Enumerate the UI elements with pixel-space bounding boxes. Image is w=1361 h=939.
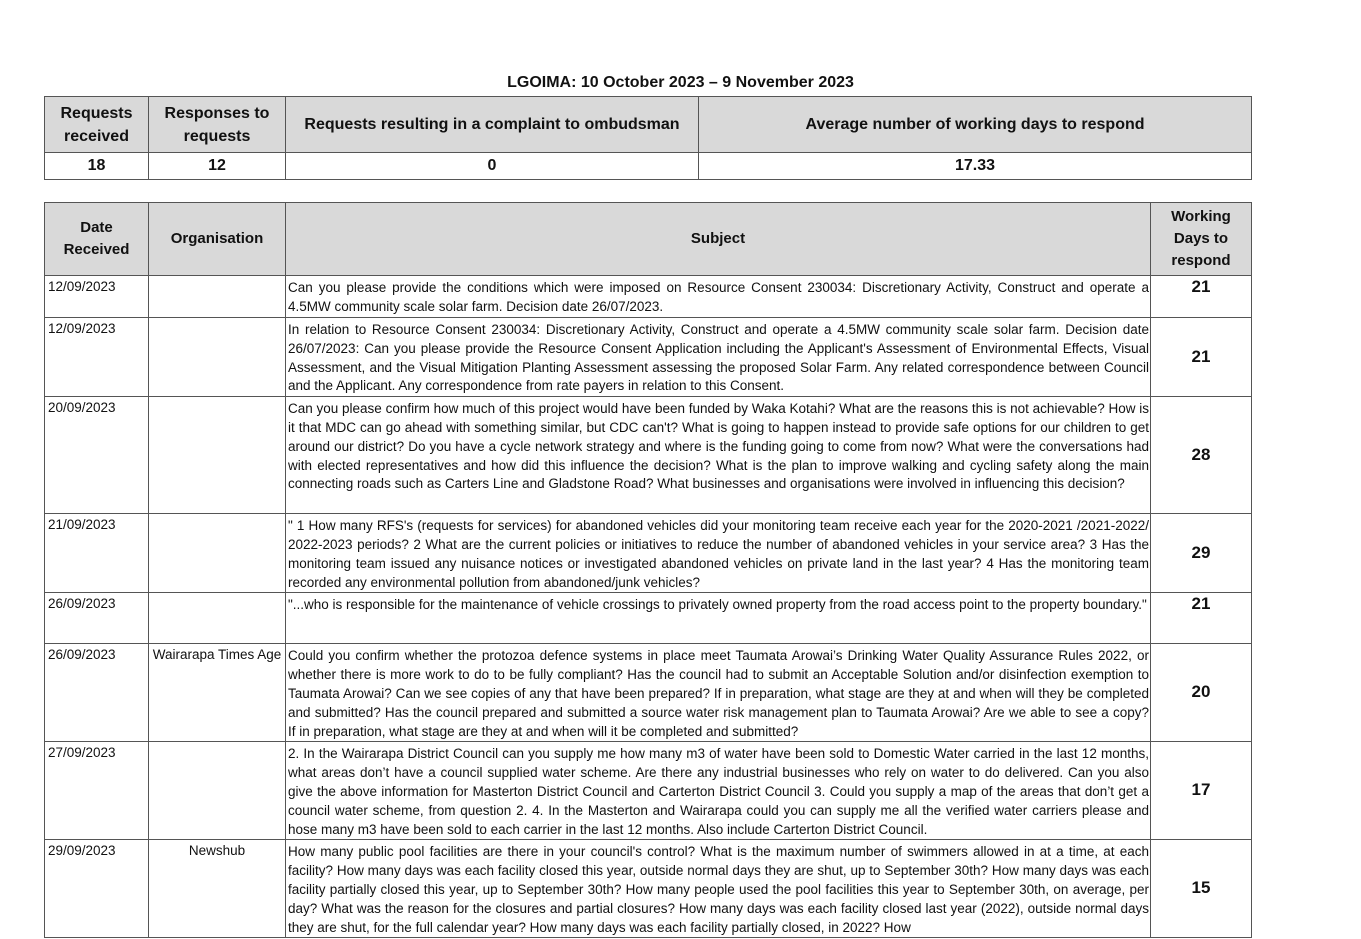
header-requests-received: Requests received <box>45 97 149 153</box>
table-row <box>45 742 1252 840</box>
working-days-cell: 15 <box>1151 840 1252 938</box>
organisation-cell <box>149 514 286 593</box>
header-complaints: Requests resulting in a complaint to ombudsman <box>286 97 699 153</box>
date-cell: 29/09/2023 <box>45 840 149 938</box>
date-cell: 26/09/2023 <box>45 644 149 742</box>
working-days-cell: 28 <box>1151 397 1252 514</box>
working-days-cell: 21 <box>1151 593 1252 644</box>
date-cell: 27/09/2023 <box>45 742 149 840</box>
date-cell: 20/09/2023 <box>45 397 149 514</box>
subject-cell <box>286 318 1151 397</box>
date-cell: 21/09/2023 <box>45 514 149 593</box>
request-log-table <box>44 202 1252 938</box>
subject-text: How many public pool facilities are there in your council's control? What is the maximum number of swimmers allowed in at a time, at each facility? How many days was each facility closed this year, outside normal days they are shut, up to September 30th? How many days was each facility partially closed this year, up to September 30th? How many people used the pool facilities this year to September 30th, on average, per day? What was the reason for the closures and partial closures? How many days was each facility closed last year (2022), outside normal days they are shut, for the full calendar year? How many days was each facility partially closed, in 2022? How <box>288 844 1149 935</box>
working-days-cell: 20 <box>1151 644 1252 742</box>
header-organisation: Organisation <box>149 203 286 276</box>
header-responses: Responses to requests <box>149 97 286 153</box>
table-row <box>45 514 1252 593</box>
subject-text: 2. In the Wairarapa District Council can you supply me how many m3 of water have been sold to Domestic Water carried in the last 12 months, what areas don’t have a council supplied water scheme. Are there any industrial businesses who rely on water to do delivered. Can you also give the above information for Masterton District Council and Carterton District Council 3. Could you supply a map of the areas that don’t get a council water scheme, from question 2. 4. In the Masterton and Wairarapa could you can supply me all the verified water carriers please and hose many m3 have been sold to each carrier in the last 12 months. Also include Carterton District Council. <box>288 746 1149 837</box>
subject-text: Could you confirm whether the protozoa defence systems in place meet Taumata Arowai’s Drinking Water Quality Assurance Rules 2022, or whether there is more work to do to be fully compliant? Has the council had to submit an Acceptable Solution and/or disinfection exemption to Taumata Arowai? Can we see copies of any that have been prepared? If in preparation, what stage are they at and when will they be completed and submitted? Has the council prepared and submitted a source water risk management plan to Taumata Arowai? Are we able to see a copy? If in preparation, what stage are they at and when will it be completed and submitted? <box>288 648 1149 739</box>
subject-cell <box>286 840 1151 938</box>
header-date-received: Date Received <box>45 203 149 276</box>
organisation-cell <box>149 318 286 397</box>
organisation-cell <box>149 593 286 644</box>
organisation-cell <box>149 742 286 840</box>
subject-cell <box>286 742 1151 840</box>
header-average-days: Average number of working days to respond <box>699 97 1252 153</box>
organisation-cell: Newshub <box>149 840 286 938</box>
value-responses: 12 <box>149 153 286 180</box>
subject-cell <box>286 514 1151 593</box>
subject-cell <box>286 593 1151 644</box>
subject-cell <box>286 397 1151 514</box>
table-row <box>45 397 1252 514</box>
organisation-cell: Wairarapa Times Age <box>149 644 286 742</box>
working-days-cell: 21 <box>1151 318 1252 397</box>
organisation-cell <box>149 397 286 514</box>
value-complaints: 0 <box>286 153 699 180</box>
value-average-days: 17.33 <box>699 153 1252 180</box>
working-days-cell: 21 <box>1151 276 1252 318</box>
date-cell: 12/09/2023 <box>45 276 149 318</box>
subject-text: Can you please confirm how much of this project would have been funded by Waka Kotahi? What are the reasons this is not achievable? How is it that MDC can go ahead with something similar, but CDC can't? What is going to happen instead to provide safe options for our children to get around our district? Do you have a cycle network strategy and where is the funding going to come from now? What were the conversations had with elected representatives and how did this influence the decision? What is the plan to improve walking and cycling safety along the main connecting roads such as Carters Line and Gladstone Road? What businesses and organisations were involved in influencing this decision? <box>288 401 1149 492</box>
header-subject: Subject <box>286 203 1151 276</box>
subject-text: "...who is responsible for the maintenance of vehicle crossings to privately owned property from the road access point to the property boundary." <box>288 597 1147 613</box>
organisation-cell <box>149 276 286 318</box>
subject-cell <box>286 276 1151 318</box>
subject-text: Can you please provide the conditions which were imposed on Resource Consent 230034: Discretionary Activity, Construct and operate a 4.5MW community scale solar farm. Decision date 26/07/2023. <box>288 280 1149 314</box>
date-cell: 26/09/2023 <box>45 593 149 644</box>
summary-header-row <box>45 97 1252 153</box>
value-requests-received: 18 <box>45 153 149 180</box>
working-days-cell: 29 <box>1151 514 1252 593</box>
table-row <box>45 593 1252 644</box>
table-row <box>45 276 1252 318</box>
table-row <box>45 840 1252 938</box>
date-cell: 12/09/2023 <box>45 318 149 397</box>
subject-text: In relation to Resource Consent 230034: Discretionary Activity, Construct and operate a 4.5MW community scale solar farm. Decision date 26/07/2023: Can you please provide the Resource Consent Application including the Applicant's Assessment of Environmental Effects, Visual Assessment, and the Visual Mitigation Planting Assessment assessing the proposed Solar Farm. Any related correspondence between Council and the Applicant. Any correspondence from rate payers in relation to this Consent. <box>288 322 1149 394</box>
working-days-cell: 17 <box>1151 742 1252 840</box>
summary-value-row <box>45 153 1252 180</box>
log-header-row <box>45 203 1252 276</box>
table-row <box>45 644 1252 742</box>
subject-cell <box>286 644 1151 742</box>
subject-text: " 1 How many RFS's (requests for services) for abandoned vehicles did your monitoring team receive each year for the 2020-2021 /2021-2022/ 2022-2023 periods? 2 What are the current policies or initiatives to reduce the number of abandoned vehicles in your service area? 3 Has the monitoring team issued any nuisance notices or investigated abandoned vehicles on private land in the last year? 4 Has the monitoring team recorded any environmental pollution from abandoned/junk vehicles? <box>288 518 1149 590</box>
table-row <box>45 318 1252 397</box>
summary-table <box>44 96 1252 180</box>
header-working-days: Working Days to respond <box>1151 203 1252 276</box>
document-title: LGOIMA: 10 October 2023 – 9 November 2023 <box>507 74 854 91</box>
